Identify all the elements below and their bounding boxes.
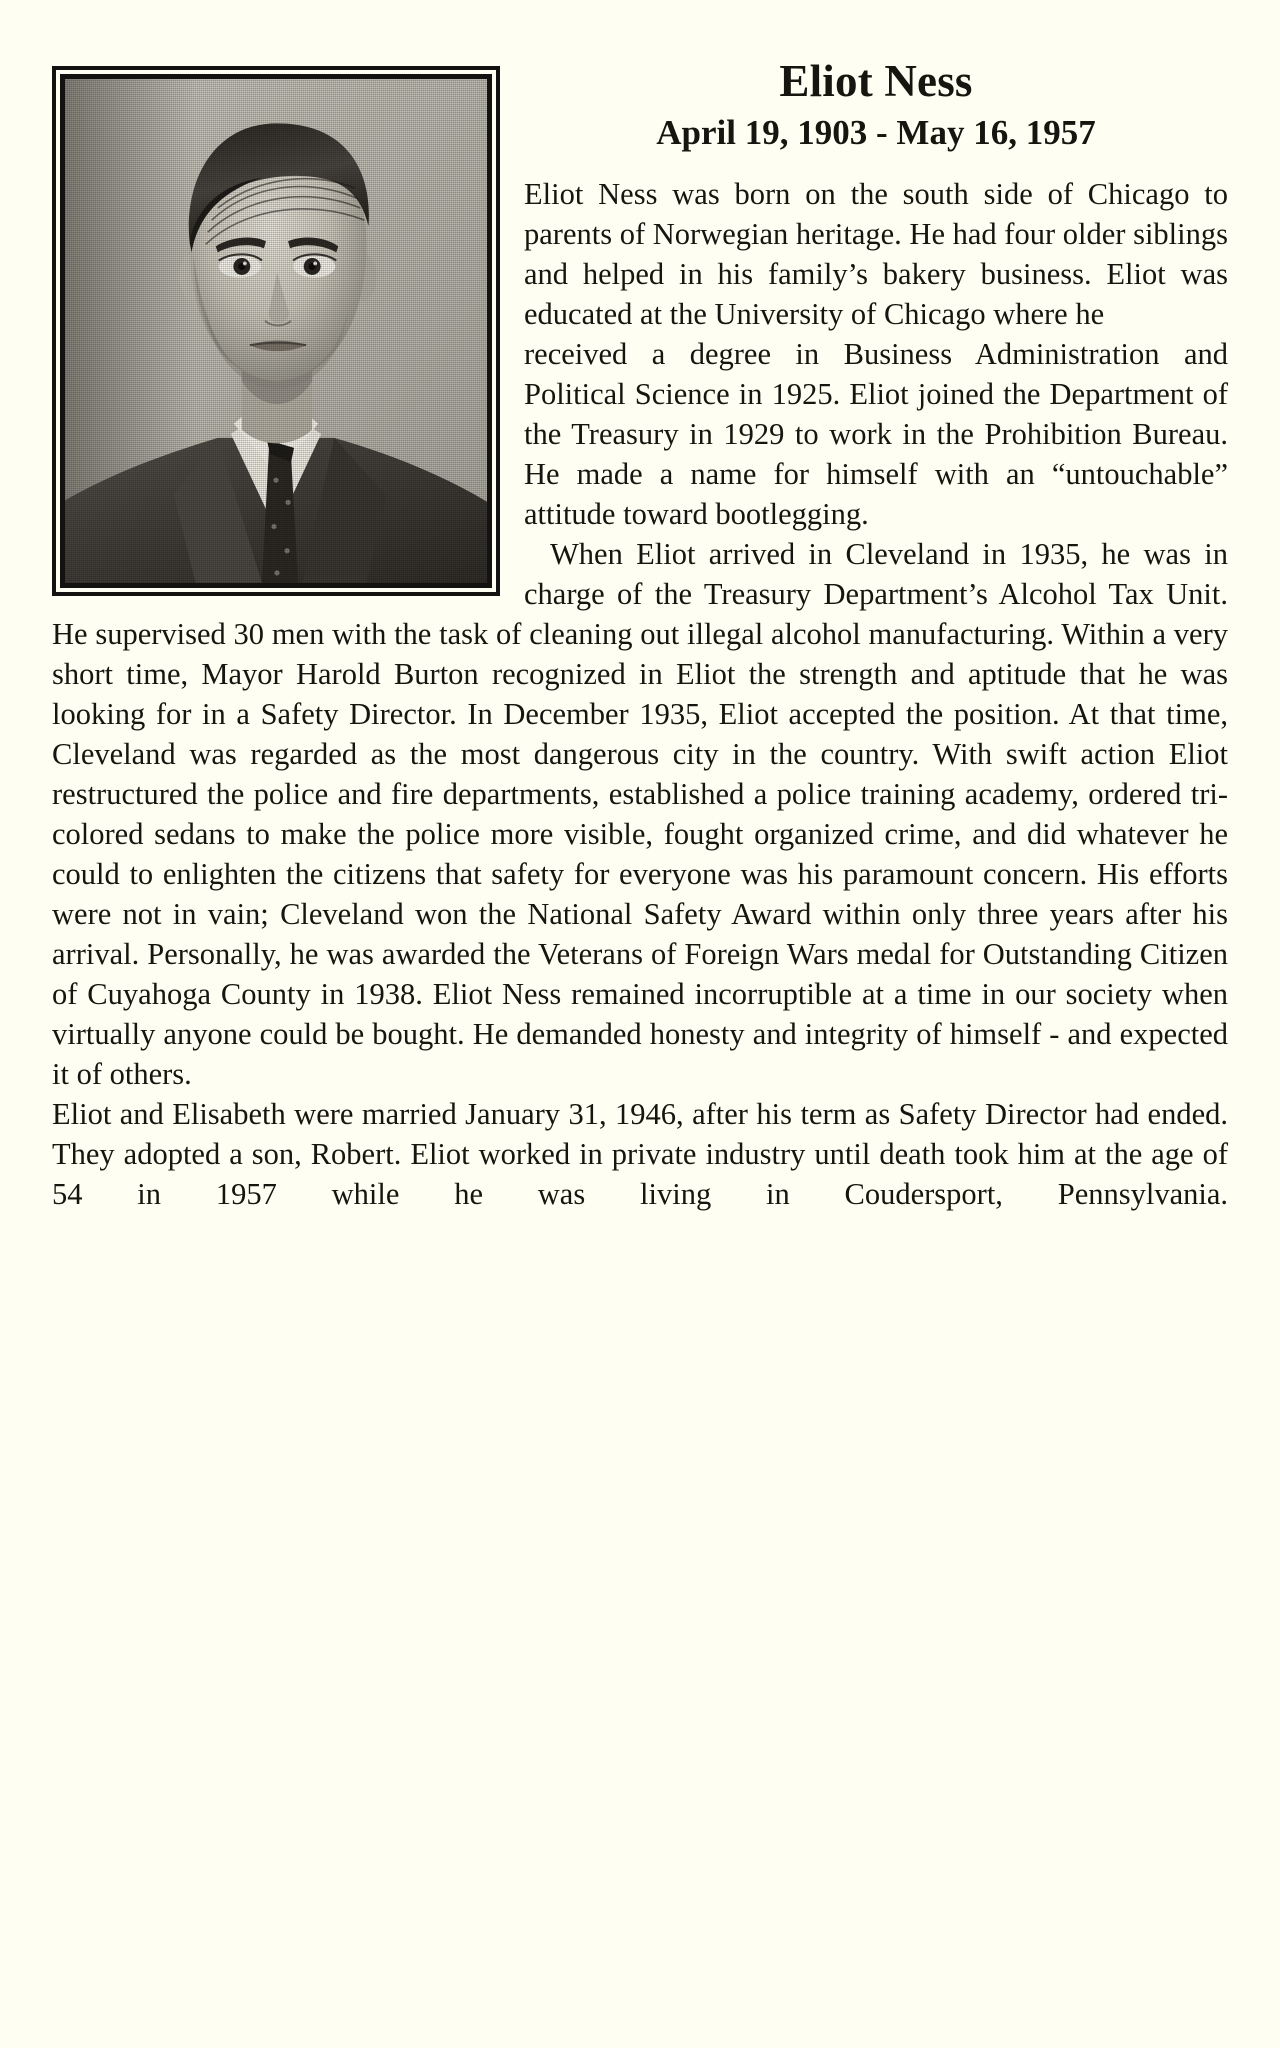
paragraph-1-wrapped: Eliot Ness was born on the south side of Chicago to parents of Norwegian heritage. He had four older siblings and helped in his family’s bakery business. Eliot was educated at the University of Chicago where he [524, 176, 1228, 331]
portrait-photo-frame [52, 66, 500, 596]
page-title: Eliot Ness [779, 56, 973, 106]
title-block [524, 52, 1228, 174]
portrait-photo-inner-border [60, 74, 492, 588]
portrait-photo-image [65, 79, 487, 583]
paragraph-2: When Eliot arrived in Cleveland in 1935, he was in charge of the Treasury Department’s Alcohol Tax Unit. He supervised 30 men with the task of cleaning out illegal alcohol manufacturing. Within a very short time, Mayor Harold Burton recognized in Eliot the strength and aptitude that he was looking for in a Safety Director. In December 1935, Eliot accepted the position. At that time, Cleveland was regarded as the most dangerous city in the country. With swift action Eliot restructured the police and fire departments, established a police training academy, ordered tri-colored sedans to make the police more visible, fought organized crime, and did whatever he could to enlighten the citizens that safety for everyone was his paramount concern. His efforts were not in vain; Cleveland won the National Safety Award within only three years after his arrival. Personally, he was awarded the Veterans of Foreign Wars medal for Outstanding Citizen of Cuyahoga County in 1938. Eliot Ness remained incorruptible at a time in our society when virtually anyone could be bought. He demanded honesty and integrity of himself - and expected it of others. [52, 536, 1228, 1091]
paragraph-1-rest: received a degree in Business Administration and Political Science in 1925. Eliot joined the Department of the Treasury in 1929 to work in the Prohibition Bureau. He made a name for himself with an “untouchable” attitude toward bootlegging. [524, 336, 1228, 531]
life-dates: April 19, 1903 - May 16, 1957 [656, 112, 1096, 152]
paragraph-3: Eliot and Elisabeth were married January 31, 1946, after his term as Safety Director had ended. They adopted a son, Robert. Eliot worked in private industry until death took him at the age of 54 in 1957 while he was living in Coudersport, Pennsylvania. [52, 1096, 1228, 1211]
